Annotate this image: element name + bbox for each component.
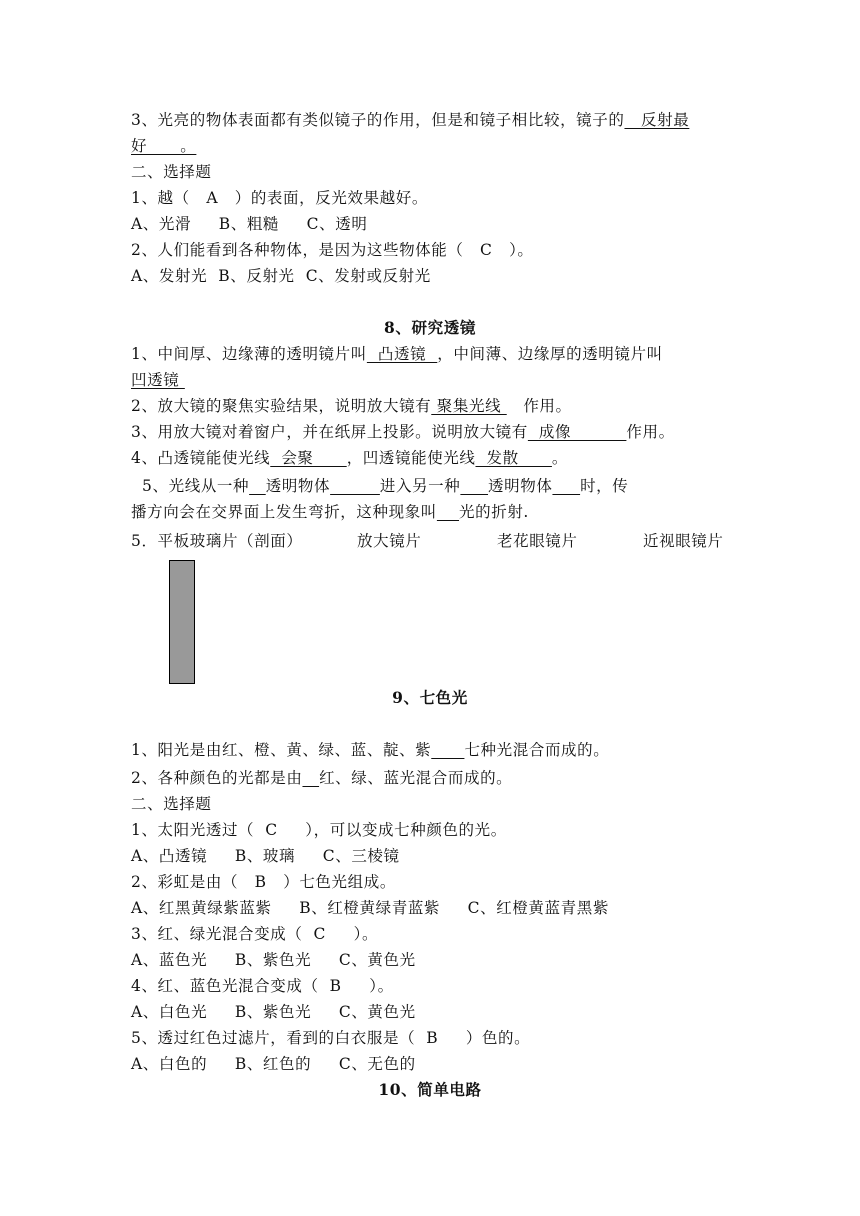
- s9-choice-3: 3、红、绿光混合变成（ C ）。: [131, 925, 379, 943]
- s9-q1-text-b: 七种光混合而成的。: [464, 741, 610, 759]
- s9-q1-blank: [431, 741, 464, 759]
- s9-choice-4-options: A、白色光 B、紫色光 C、黄色光: [131, 1003, 416, 1021]
- s8-q5-line1: [131, 476, 628, 496]
- s7-q3-answer: 反射最: [624, 111, 690, 129]
- s8-q4-answer-b: 发散: [475, 449, 552, 467]
- s9-q2-blank: [302, 769, 319, 787]
- section10-title: 10、简单电路: [378, 1080, 482, 1099]
- s9-choice-5: 5、透过红色过滤片，看到的白衣服是（ B ）色的。: [131, 1029, 531, 1047]
- label-plate-glass: 5．平板玻璃片（剖面）: [131, 532, 303, 550]
- s8-q3-answer: 成像: [527, 423, 627, 441]
- s8-q1-line1: [131, 344, 663, 364]
- s7-q3-answer-cont: 好 。: [131, 137, 197, 155]
- s7-choice-2-options: A、发射光 B、反射光 C、发射或反射光: [131, 267, 431, 285]
- s8-q5-blank-c: [460, 477, 488, 495]
- s8-q3-text-a: 3、用放大镜对着窗户，并在纸屏上投影。说明放大镜有: [131, 423, 528, 441]
- s7-choice-1-options: A、光滑 B、粗糙 C、透明: [131, 215, 368, 233]
- s8-q1-text-b: ，中间薄、边缘厚的透明镜片叫: [437, 345, 663, 363]
- s8-q2-text-b: 作用。: [506, 397, 572, 415]
- s8-q5-line2: [131, 502, 529, 522]
- s9-choice-heading: 二、选择题: [131, 795, 212, 813]
- s8-q4-answer-a: 会聚: [270, 449, 347, 467]
- s7-choice-heading: 二、选择题: [131, 163, 212, 181]
- s9-choice-2: 2、彩虹是由（ B ）七色光组成。: [131, 873, 396, 891]
- s8-q4-text-a: 4、凸透镜能使光线: [131, 449, 271, 467]
- s7-q3-text: 3、光亮的物体表面都有类似镜子的作用，但是和镜子相比较，镜子的: [131, 111, 625, 129]
- s8-q5-text-b: 透明物体: [265, 477, 331, 495]
- s7-q3-line2: [131, 136, 196, 156]
- s9-choice-3-options: A、蓝色光 B、紫色光 C、黄色光: [131, 951, 416, 969]
- s8-q5-text-f: 播方向会在交界面上发生弯折，这种现象叫: [131, 503, 437, 521]
- s8-q1-answer-b: 凹透镜: [131, 371, 185, 389]
- s8-q5-text-g: 光的折射.: [459, 503, 529, 521]
- s8-q4-text-b: ，凹透镜能使光线: [346, 449, 476, 467]
- s8-q4-text-c: 。: [551, 449, 569, 467]
- s9-choice-2-options: A、红黑黄绿紫蓝紫 B、红橙黄绿青蓝紫 C、红橙黄蓝青黑紫: [131, 899, 609, 917]
- label-myopic: 近视眼镜片: [643, 532, 724, 550]
- s7-choice-2: 2、人们能看到各种物体，是因为这些物体能（ C ）。: [131, 241, 534, 259]
- s8-q5-blank-a: [249, 477, 266, 495]
- s9-q2: [131, 768, 512, 788]
- s8-q4: [131, 448, 568, 468]
- s9-choice-4: 4、红、蓝色光混合变成（ B ）。: [131, 977, 394, 995]
- s9-choice-5-options: A、白色的 B、红色的 C、无色的: [131, 1055, 416, 1073]
- s7-choice-1: 1、越（ A ）的表面，反光效果越好。: [131, 189, 428, 207]
- s8-q1-line2: [131, 370, 185, 390]
- s9-choice-1: 1、太阳光透过（ C ），可以变成七种颜色的光。: [131, 821, 507, 839]
- label-presbyopic: 老花眼镜片: [497, 532, 578, 550]
- s8-q5-blank-b: [330, 477, 380, 495]
- section9-title: 9、七色光: [392, 688, 468, 707]
- s9-choice-1-options: A、凸透镜 B、玻璃 C、三棱镜: [131, 847, 400, 865]
- s8-q5-text-d: 透明物体: [488, 477, 553, 495]
- s9-q1: [131, 740, 609, 760]
- s9-q1-text-a: 1、阳光是由红、橙、黄、绿、蓝、靛、紫: [131, 741, 432, 759]
- s8-q2: [131, 396, 572, 416]
- s7-q3-line1: [131, 110, 689, 130]
- s8-q1-answer-a: 凸透镜: [366, 345, 438, 363]
- s8-q5-text-e: 时，传: [580, 477, 629, 495]
- s8-q3: [131, 422, 675, 442]
- s8-q1-text-a: 1、中间厚、边缘薄的透明镜片叫: [131, 345, 367, 363]
- s8-q5-blank-e: [437, 503, 459, 521]
- s8-q2-answer: 聚集光线: [431, 397, 507, 415]
- s9-q2-text-b: 红、绿、蓝光混合而成的。: [319, 769, 513, 787]
- plate-glass-cross-section: [169, 560, 195, 684]
- s8-q5-text-a: 5、光线从一种: [131, 477, 250, 495]
- s8-q5-blank-d: [552, 477, 580, 495]
- s8-q3-text-b: 作用。: [626, 423, 675, 441]
- s9-q2-text-a: 2、各种颜色的光都是由: [131, 769, 303, 787]
- s8-q5-text-c: 进入另一种: [379, 477, 461, 495]
- section8-title: 8、研究透镜: [384, 318, 476, 337]
- label-magnifier: 放大镜片: [357, 532, 422, 550]
- s8-q2-text-a: 2、放大镜的聚焦实验结果，说明放大镜有: [131, 397, 432, 415]
